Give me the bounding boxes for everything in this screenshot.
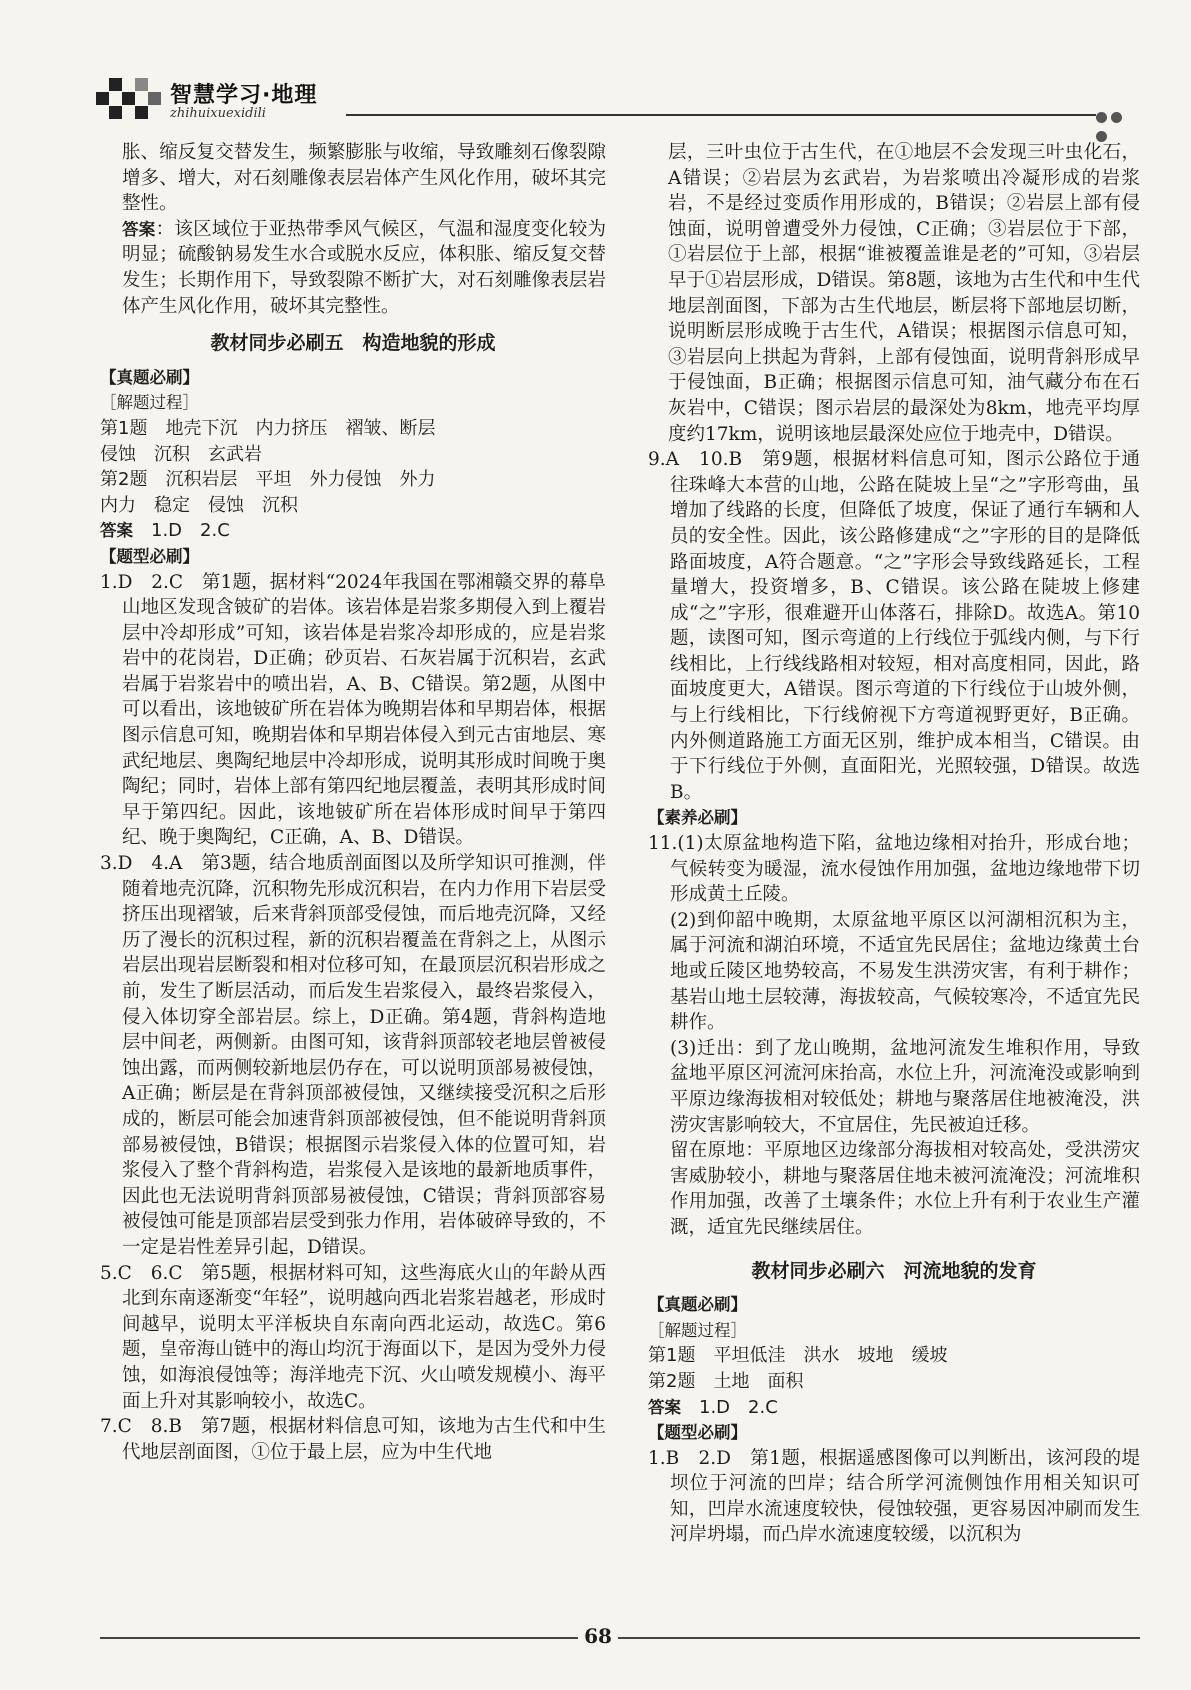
- answer-paragraph: [100, 217, 606, 319]
- answer-label-2: 答案: [100, 521, 133, 541]
- paragraph-q1-2: 1.D 2.C 第1题，据材料“2024年我国在鄂湘赣交界的幕阜山地区发现含铍矿的岩体。该岩体是岩浆多期侵入到上覆岩层中冷却形成”可知，该岩体是岩浆冷却形成的，应是岩浆岩中的花岗岩，D正确；砂页岩、石灰岩属于沉积岩，玄武岩属于岩浆岩中的喷出岩，A、B、C错误。第2题，从图中可以看出，该地铍矿所在岩体为晚期岩体和早期岩体，根据图示信息可知，晚期岩体和早期岩体侵入到元古宙地层、寒武纪地层、奥陶纪地层中冷却形成，说明其形成时间晚于奥陶纪；同时，岩体上部有第四纪地层覆盖，表明其形成时间早于第四纪。因此，该地铍矿所在岩体形成时间早于第四纪、晚于奥陶纪，C正确，A、B、D错误。: [100, 571, 606, 849]
- right-column: [648, 140, 1140, 1548]
- paragraph-q3-4: 3.D 4.A 第3题，结合地质剖面图以及所学知识可推测，伴随着地壳沉降，沉积物先形成沉积岩，在内力作用下岩层受挤压出现褶皱，后来背斜顶部受侵蚀，而后地壳沉降，又经历了漫长的沉积过程，新的沉积岩覆盖在背斜之上，从图示岩层出现岩层断裂和相对位移可知，在最顶层沉积岩形成之前，发生了断层活动，而后发生岩浆侵入，最终岩浆侵入，侵入体切穿全部岩层。综上，D正确。第4题，背斜构造地层中间老，两侧新。由图可知，该背斜顶部较老地层曾被侵蚀出露，而两侧较新地层仍存在，可以说明顶部易被侵蚀，A正确；断层是在背斜顶部被侵蚀，又继续接受沉积之后形成的，断层可能会加速背斜顶部被侵蚀，但不能说明背斜顶部易被侵蚀，B错误；根据图示岩浆侵入体的位置可知，岩浆侵入了整个背斜构造，岩浆侵入是该地的最新地质事件，因此也无法说明背斜顶部易被侵蚀，C错误；背斜顶部容易被侵蚀可能是顶部岩层受到张力作用，岩体破碎导致的，不一定是岩性差异引起，D错误。: [100, 853, 606, 1258]
- paragraph-q7-8-cont: 层，三叶虫位于古生代，在①地层不会发现三叶虫化石，A错误；②岩层为玄武岩，为岩浆喷出冷凝形成的岩浆岩，不是经过变质作用形成的，B错误；②岩层上部有侵蚀面，说明曾遭受外力侵蚀，C正确；③岩层位于下部，①岩层位于上部，根据“谁被覆盖谁是老的”可知，③岩层早于①岩层形成，D错误。第8题，该地为古生代和中生代地层剖面图，下部为古生代地层，断层将下部地层切断，说明断层形成晚于古生代，A错误；根据图示信息可知，③岩层向上拱起为背斜，上部有侵蚀面，说明背斜形成早于侵蚀面，B正确；根据图示信息可知，油气藏分布在石灰岩中，C错误；图示岩层的最深处为8km，地壳平均厚度约17km，说明该地层最深处应位于地壳中，D错误。: [668, 142, 1140, 445]
- q11-part-1: 11.(1)太原盆地构造下陷，盆地边缘相对抬升，形成台地；气候转变为暖湿，流水侵蚀作用加强，盆地边缘地带下切形成黄土丘陵。: [648, 833, 1140, 906]
- paragraph-q7-8: 7.C 8.B 第7题，根据材料信息可知，该地为古生代和中生代地层剖面图，①位于最上层，应为中生代地: [100, 1416, 606, 1463]
- answer-label: 答案: [122, 219, 156, 239]
- section-title-6: 教材同步必刷六 河流地貌的发育: [751, 1259, 1037, 1282]
- answer-values-2: 1.D 2.C: [681, 1396, 778, 1418]
- paragraph: 胀、缩反复交替发生，频繁膨胀与收缩，导致雕刻石像裂隙增多、增大，对石刻雕像表层岩体产生风化作用，破坏其完整性。: [122, 142, 606, 215]
- q11-part-3: (3)迁出：到了龙山晚期，盆地河流发生堆积作用，导致盆地平原区河流河床抬高，水位上升，河流淹没或影响到平原边缘海拔相对较低处；耕地与聚落居住地被淹没，洪涝灾害影响较大，不宜居住，先民被迫迁移。: [670, 1037, 1140, 1136]
- paragraph-q5-6: 5.C 6.C 第5题，根据材料可知，这些海底火山的年龄从西北到东南逐渐变“年轻”，说明越向西北岩浆岩越老，形成时间越早，说明太平洋板块自东南向西北运动，故选C。第6题，皇帝海山链中的海山均沉于海面以下，是因为受外力侵蚀，如海浪侵蚀等；海洋地壳下沉、火山喷发规模小、海平面上升对其影响较小，故选C。: [100, 1262, 606, 1412]
- jieti-heading-2: ［解题过程］: [648, 1320, 747, 1340]
- paragraph-q9-10: 9.A 10.B 第9题，根据材料信息可知，图示公路位于通往珠峰大本营的山地，公路在陡坡上呈“之”字形弯曲，虽增加了线路的长度，但降低了坡度，保证了通行车辆和人员的安全性。因此，该公路修建成“之”字形的目的是降低路面坡度，A符合题意。“之”字形会导致线路延长，工程量增大，投资增多，B、C错误。该公路在陡坡上修建成“之”字形，很难避开山体落石，排除D。故选A。第10题，读图可知，图示弯道的上行线位于弧线内侧，与下行线相比，上行线线路相对较短，相对高度相同，因此，路面坡度更大，A错误。图示弯道的下行线位于山坡外侧，与上行线相比，下行线俯视下方弯道视野更好，B正确。内外侧道路施工方面无区别，维护成本相当，C错误。由于下行线位于外侧，直面阳光，光照较强，D错误。故选B。: [648, 449, 1140, 803]
- q1-line: 第1题 平坦低洼 洪水 坡地 缓坡: [648, 1345, 948, 1367]
- jieti-heading: ［解题过程］: [100, 393, 199, 413]
- paragraph-q1-2-river: 1.B 2.D 第1题，根据遥感图像可以判断出，该河段的堤坝位于河流的凹岸；结合所学河流侧蚀作用相关知识可知，凹岸水流速度较快，侵蚀较强，更容易因冲刷而发生河岸坍塌，而凸岸水流速度较缓，以沉积为: [648, 1447, 1140, 1546]
- tixing-heading: 【题型必刷】: [100, 546, 199, 566]
- q1-line-b: 侵蚀 沉积 玄武岩: [100, 443, 262, 465]
- suyang-heading: 【素养必刷】: [648, 808, 747, 828]
- left-column: [100, 140, 606, 1465]
- answer-text: ：该区域位于亚热带季风气候区，气温和湿度变化较为明显；硫酸钠易发生水合或脱水反应，体积胀、缩反复交替发生；长期作用下，导致裂隙不断扩大，对石刻雕像表层岩体产生风化作用，破坏其完整性。: [122, 218, 606, 317]
- answer-line: [100, 518, 606, 544]
- answer-line-2: [648, 1395, 1140, 1421]
- zhenti-heading-2: 【真题必刷】: [648, 1295, 747, 1315]
- page-number: 68: [578, 1624, 618, 1650]
- checker-logo-icon: [96, 78, 166, 124]
- answer-label-3: 答案: [648, 1397, 681, 1417]
- book-title: 智慧学习·地理: [170, 83, 318, 108]
- header-rule: [346, 114, 1096, 116]
- q11-part-4: 留在原地：平原地区边缘部分海拔相对较高处，受洪涝灾害威胁较小，耕地与聚落居住地未被河流淹没；河流堆积作用加强，改善了土壤条件；水位上升有利于农业生产灌溉，适宜先民继续居住。: [670, 1140, 1140, 1238]
- zhenti-heading: 【真题必刷】: [100, 367, 199, 387]
- q2-line-b: 内力 稳定 侵蚀 沉积: [100, 494, 298, 516]
- q11-part-2: (2)到仰韶中晚期，太原盆地平原区以河湖相沉积为主，属于河流和湖泊环境，不适宜先民居住；盆地边缘黄土台地或丘陵区地势较高，不易发生洪涝灾害，有利于耕作；基岩山地土层较薄，海拔较高，气候较寒冷，不适宜先民耕作。: [670, 909, 1140, 1034]
- page-header: [96, 72, 1136, 130]
- tixing-heading-2: 【题型必刷】: [648, 1423, 747, 1443]
- answer-values: 1.D 2.C: [133, 520, 230, 542]
- book-title-pinyin: zhihuixuexidili: [170, 106, 266, 121]
- section-title-5: 教材同步必刷五 构造地貌的形成: [210, 332, 496, 355]
- q2-line-a: 第2题 沉积岩层 平坦 外力侵蚀 外力: [100, 469, 436, 491]
- q2-line: 第2题 土地 面积: [648, 1370, 804, 1392]
- footer-rule: [100, 1637, 1140, 1639]
- q1-line-a: 第1题 地壳下沉 内力挤压 褶皱、断层: [100, 417, 436, 439]
